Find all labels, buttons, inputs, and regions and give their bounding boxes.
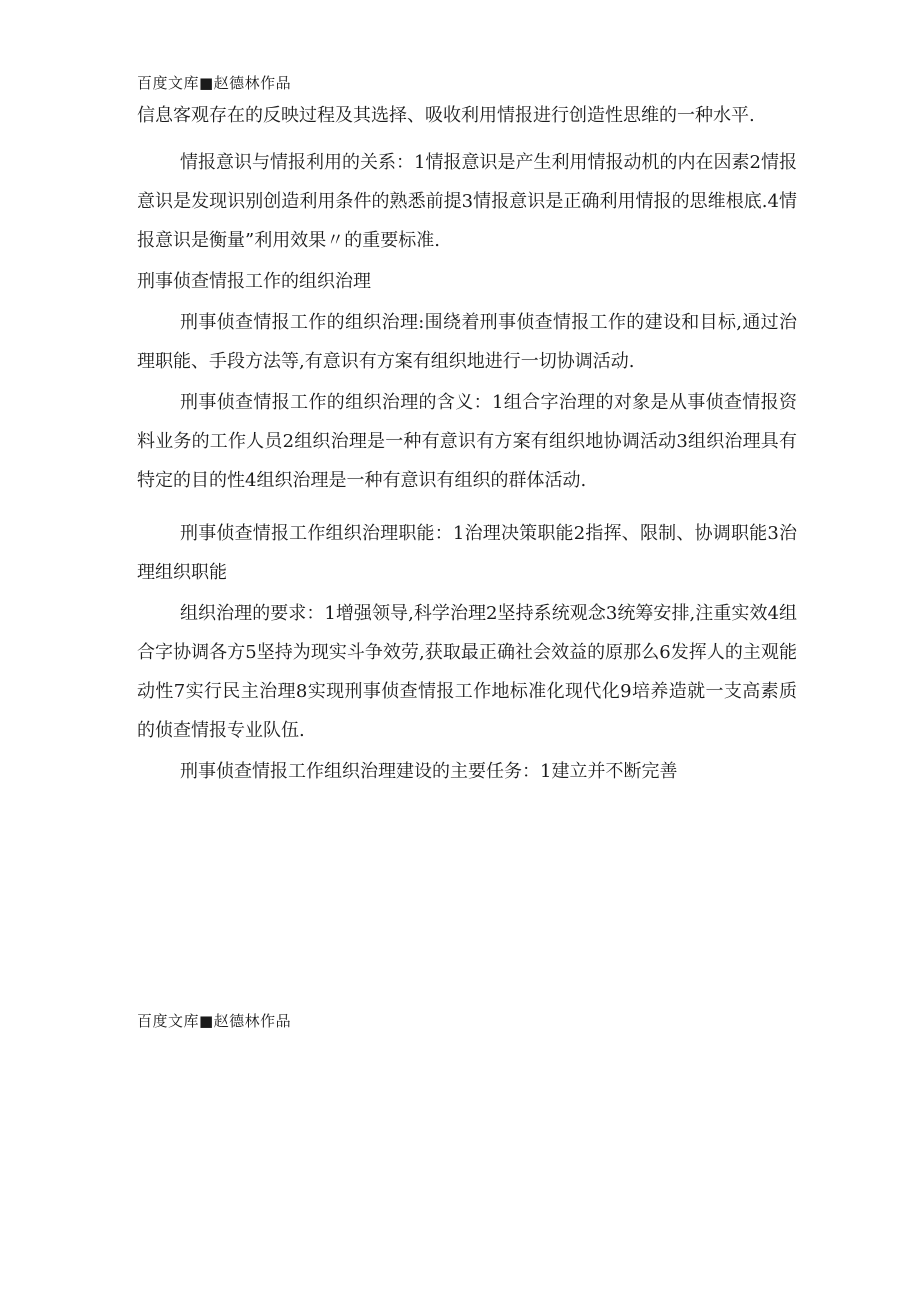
paragraph-functions: 刑事侦查情报工作组织治理职能：1治理决策职能2指挥、限制、协调职能3治理组织职能 xyxy=(137,523,797,583)
paragraph-definition: 刑事侦查情报工作的组织治理:围绕着刑事侦查情报工作的建设和目标,通过治理职能、手段方法等,有意识有方案有组织地进行一切协调活动. xyxy=(137,312,797,372)
page-header: 百度文库■赵德林作品 xyxy=(137,74,292,92)
paragraph-intro-continuation: 信息客观存在的反映过程及其选择、吸收利用情报进行创造性思维的一种水平. xyxy=(137,105,755,126)
paragraph-main-tasks: 刑事侦查情报工作组织治理建设的主要任务：1建立并不断完善 xyxy=(180,761,678,782)
section-heading: 刑事侦查情报工作的组织治理 xyxy=(137,271,371,292)
document-body xyxy=(137,96,797,791)
page-footer: 百度文库■赵德林作品 xyxy=(137,1012,292,1030)
paragraph-awareness-relation: 情报意识与情报利用的关系：1情报意识是产生利用情报动机的内在因素2情报意识是发现识别创造利用条件的熟悉前提3情报意识是正确利用情报的思维根底.4情报意识是衡量”利用效果〃的重要标准. xyxy=(137,152,797,251)
paragraph-requirements: 组织治理的要求：1增强领导,科学治理2坚持系统观念3统筹安排,注重实效4组合字协调各方5坚持为现实斗争效劳,获取最正确社会效益的原那么6发挥人的主观能动性7实行民主治理8实现刑事侦查情报工作地标准化现代化9培养造就一支高素质的侦查情报专业队伍. xyxy=(137,603,797,741)
paragraph-meaning: 刑事侦查情报工作的组织治理的含义：1组合字治理的对象是从事侦查情报资料业务的工作人员2组织治理是一种有意识有方案有组织地协调活动3组织治理具有特定的目的性4组织治理是一种有意识有组织的群体活动. xyxy=(137,392,797,491)
